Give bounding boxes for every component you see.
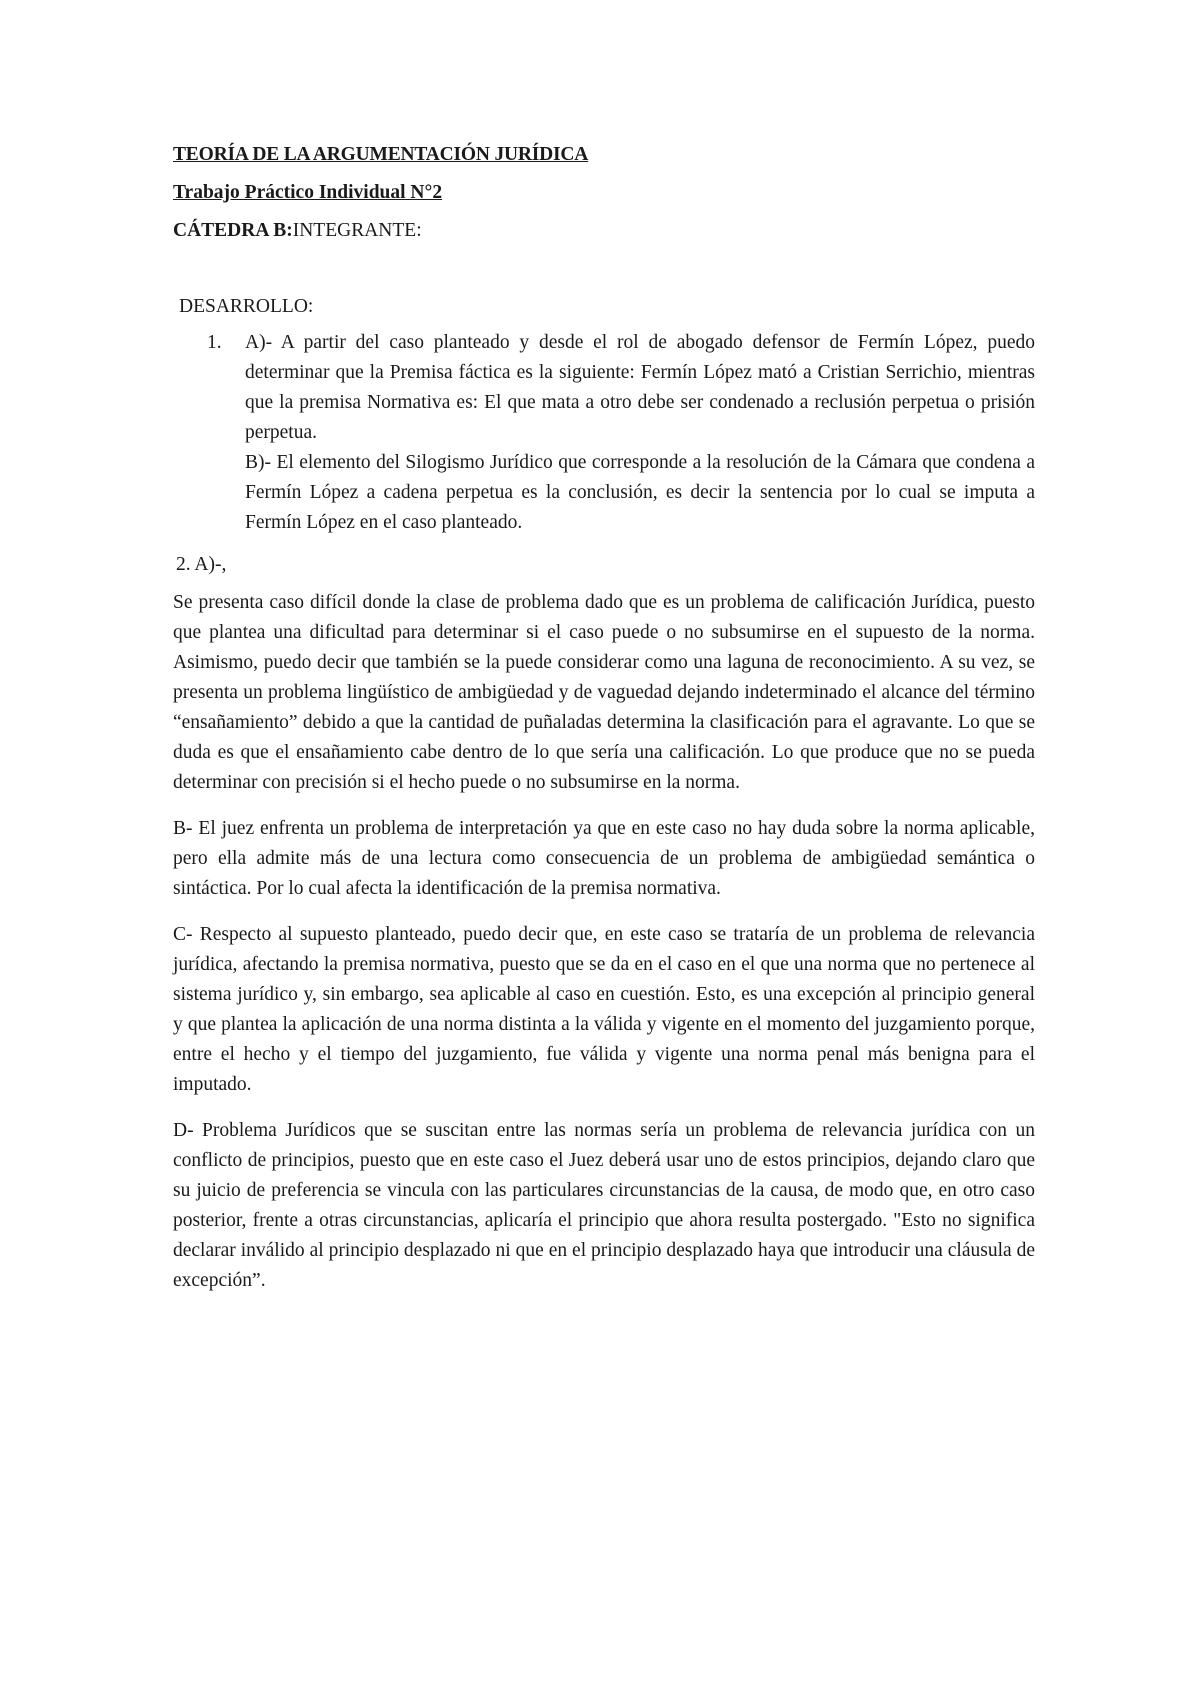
paragraph-2d: D- Problema Jurídicos que se suscitan entre las normas sería un problema de relevancia jurídica con un conflicto de principios, puesto que en este caso el Juez deberá usar uno de estos principios, dejando claro que su juicio de preferencia se vincula con las particulares circunstancias de la causa, de modo que, en otro caso posterior, frente a otras circunstancias, aplicaría el principio que ahora resulta postergado. "Esto no significa declarar inválido al principio desplazado ni que en el principio desplazado haya que introducir una cláusula de excepción”.	[173, 1120, 1035, 1291]
item1-part-b: B)- El elemento del Silogismo Jurídico que corresponde a la resolución de la Cámara que condena a Fermín López a cadena perpetua es la conclusión, es decir la sentencia por lo cual se imputa a Fermín López en el caso planteado.	[245, 452, 1035, 533]
list-item-1	[173, 328, 1035, 538]
catedra-label: CÁTEDRA B:	[173, 220, 293, 241]
list-item-number: 1.	[207, 332, 222, 353]
paragraph-2a: Se presenta caso difícil donde la clase de problema dado que es un problema de calificación Jurídica, puesto que plantea una dificultad para determinar si el caso puede o no subsumirse en el supuesto de la norma. Asimismo, puedo decir que también se la puede considerar como una laguna de reconocimiento. A su vez, se presenta un problema lingüístico de ambigüedad y de vaguedad dejando indeterminado el alcance del término “ensañamiento” debido a que la cantidad de puñaladas determina la clasificación para el agravante. Lo que se duda es que el ensañamiento cabe dentro de lo que sería una calificación. Lo que produce que no se pueda determinar con precisión si el hecho puede o no subsumirse en la norma.	[173, 592, 1035, 793]
item1-part-a: A)- A partir del caso planteado y desde el rol de abogado defensor de Fermín López, puedo determinar que la Premisa fáctica es la siguiente: Fermín López mató a Cristian Serrichio, mientras que la premisa Normativa es: El que mata a otro debe ser condenado a reclusión perpetua o prisión perpetua.	[245, 332, 1035, 443]
development-heading: DESARROLLO:	[179, 296, 314, 317]
numbered-list	[173, 328, 1035, 538]
document-title: TEORÍA DE LA ARGUMENTACIÓN JURÍDICA	[173, 144, 589, 165]
catedra-line	[173, 216, 1035, 246]
document-body	[173, 140, 1035, 1312]
paragraph-2b: B- El juez enfrenta un problema de interpretación ya que en este caso no hay duda sobre la norma aplicable, pero ella admite más de una lectura como consecuencia de un problema de ambigüedad semántica o sintáctica. Por lo cual afecta la identificación de la premisa normativa.	[173, 818, 1035, 899]
integrante-label: INTEGRANTE:	[292, 220, 422, 241]
item2-label: 2. A)-,	[176, 554, 227, 575]
document-subtitle: Trabajo Práctico Individual N°2	[173, 182, 443, 203]
paragraph-2c: C- Respecto al supuesto planteado, puedo decir que, en este caso se trataría de un problema de relevancia jurídica, afectando la premisa normativa, puesto que se da en el caso en el que una norma que no pertenece al sistema jurídico y, sin embargo, sea aplicable al caso en cuestión. Esto, es una excepción al principio general y que plantea la aplicación de una norma distinta a la válida y vigente en el momento del juzgamiento porque, entre el hecho y el tiempo del juzgamiento, fue válida y vigente una norma penal más benigna para el imputado.	[173, 924, 1035, 1095]
